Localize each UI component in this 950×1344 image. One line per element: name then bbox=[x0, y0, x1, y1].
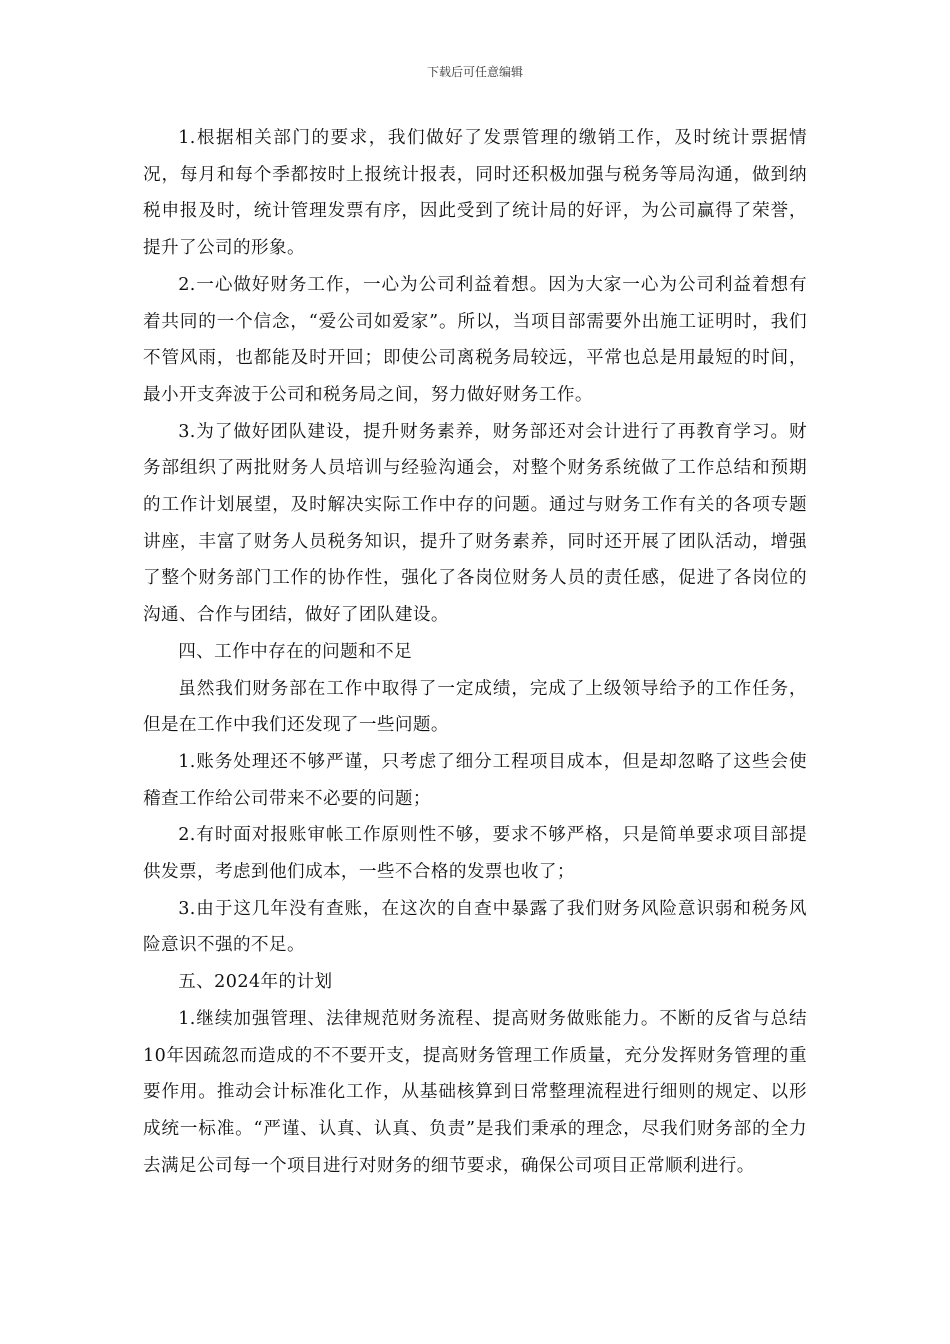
paragraph-6: 2.有时面对报账审帐工作原则性不够，要求不够严格，只是简单要求项目部提供发票，考虑到他们成本，一些不合格的发票也收了； bbox=[143, 825, 807, 883]
paragraph-7: 3.由于这几年没有查账，在这次的自查中暴露了我们财务风险意识弱和税务风险意识不强的不足。 bbox=[143, 898, 807, 956]
document-body bbox=[143, 120, 807, 1184]
paragraph-8: 1.继续加强管理、法律规范财务流程、提高财务做账能力。不断的反省与总结10年因疏忽而造成的不不要开支，提高财务管理工作质量，充分发挥财务管理的重要作用。推动会计标准化工作，从基础核算到日常整理流程进行细则的规定、以形成统一标准。“严谨、认真、认真、负责”是我们秉承的理念，尽我们财务部的全力去满足公司每一个项目进行对财务的细节要求，确保公司项目正常顺利进行。 bbox=[143, 1008, 807, 1176]
page-header: 下载后可任意编辑 bbox=[426, 65, 523, 79]
paragraph-4: 虽然我们财务部在工作中取得了一定成绩，完成了上级领导给予的工作任务，但是在工作中我们还发现了一些问题。 bbox=[143, 678, 807, 736]
paragraph-3: 3.为了做好团队建设，提升财务素养，财务部还对会计进行了再教育学习。财务部组织了两批财务人员培训与经验沟通会，对整个财务系统做了工作总结和预期的工作计划展望，及时解决实际工作中存的问题。通过与财务工作有关的各项专题讲座，丰富了财务人员税务知识，提升了财务素养，同时还开展了团队活动，增强了整个财务部门工作的协作性，强化了各岗位财务人员的责任感，促进了各岗位的沟通、合作与团结，做好了团队建设。 bbox=[143, 421, 807, 626]
section-heading-plan: 五、2024年的计划 bbox=[178, 972, 333, 993]
section-heading-problems: 四、工作中存在的问题和不足 bbox=[178, 641, 413, 662]
paragraph-1: 1.根据相关部门的要求，我们做好了发票管理的缴销工作，及时统计票据情况，每月和每个季都按时上报统计报表，同时还积极加强与税务等局沟通，做到纳税申报及时，统计管理发票有序，因此受到了统计局的好评，为公司赢得了荣誉，提升了公司的形象。 bbox=[143, 128, 807, 259]
paragraph-5: 1.账务处理还不够严谨，只考虑了细分工程项目成本，但是却忽略了这些会使稽查工作给公司带来不必要的问题； bbox=[143, 751, 807, 809]
paragraph-2: 2.一心做好财务工作，一心为公司利益着想。因为大家一心为公司利益着想有着共同的一个信念，“爱公司如爱家”。所以，当项目部需要外出施工证明时，我们不管风雨，也都能及时开回；即使公司离税务局较远，平常也总是用最短的时间，最小开支奔波于公司和税务局之间，努力做好财务工作。 bbox=[143, 274, 807, 405]
